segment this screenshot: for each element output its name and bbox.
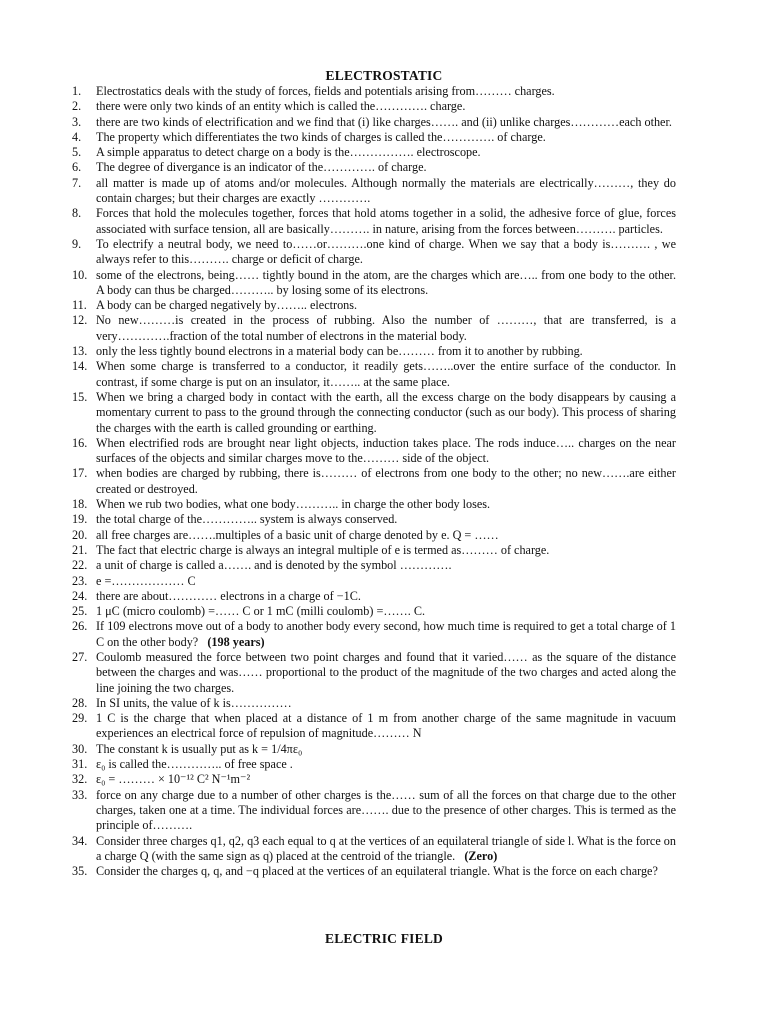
question-item: [72, 864, 676, 879]
question-item: [72, 574, 676, 589]
question-text: 1 μC (micro coulomb) =…… C or 1 mC (milli coulomb) =……. C.: [96, 604, 426, 619]
question-text: Consider three charges q1, q2, q3 each equal to q at the vertices of an equilateral triangle of side l. What is the force on a charge Q (with the same sign as q) placed at the centroid of the triangle.: [96, 833, 676, 863]
question-number: 7.: [72, 175, 82, 190]
question-item: [72, 757, 676, 772]
question-item: [72, 589, 676, 604]
question-number: 29.: [72, 711, 88, 726]
question-number: 35.: [72, 864, 88, 879]
question-number: 12.: [72, 313, 88, 328]
question-item: [72, 436, 676, 467]
question-item: [72, 84, 676, 99]
question-number: 31.: [72, 757, 88, 772]
question-number: 9.: [72, 236, 82, 251]
question-number: 16.: [72, 435, 88, 450]
question-number: 27.: [72, 649, 88, 664]
section-title-electric-field: ELECTRIC FIELD: [325, 931, 443, 946]
question-text: To electrify a neutral body, we need to……or……….one kind of charge. When we say that a body is………. , we always refer to this………. charge or deficit of charge.: [96, 236, 676, 267]
question-list: [72, 84, 676, 879]
question-item: [72, 313, 676, 344]
question-text: In SI units, the value of k is……………: [96, 695, 292, 710]
question-item: [72, 696, 676, 711]
question-text: If 109 electrons move out of a body to another body every second, how much time is required to get a total charge of 1 C on the other body?: [96, 619, 676, 649]
question-item: [72, 359, 676, 390]
question-number: 24.: [72, 588, 88, 603]
question-text: all free charges are…….multiples of a basic unit of charge denoted by e. Q = ……: [96, 527, 499, 542]
answer-text: (Zero): [464, 848, 498, 863]
question-item: [72, 344, 676, 359]
question-text: Forces that hold the molecules together, forces that hold atoms together in a solid, the adhesive force of glue, forces associated with surface tension, all are basically………. in nature, arising from the forces between………. particles.: [96, 206, 676, 236]
question-item: [72, 130, 676, 145]
question-text: all matter is made up of atoms and/or molecules. Although normally the materials are electrically………, they do contain charges; but their charges are exactly ………….: [96, 175, 676, 206]
question-item: [72, 834, 676, 865]
question-number: 15.: [72, 389, 88, 404]
question-item: [72, 466, 676, 497]
question-text: there were only two kinds of an entity which is called the…………. charge.: [96, 99, 466, 114]
question-text: A simple apparatus to detect charge on a body is the……………. electroscope.: [96, 145, 481, 160]
question-text: Electrostatics deals with the study of forces, fields and potentials arising from……… charges.: [96, 84, 555, 98]
question-number: 18.: [72, 497, 88, 512]
question-item: [72, 497, 676, 512]
question-number: 5.: [72, 145, 82, 160]
question-number: 33.: [72, 787, 88, 802]
question-item: [72, 115, 676, 130]
question-text: The degree of divergance is an indicator of the…………. of charge.: [96, 160, 427, 175]
question-text: Consider the charges q, q, and −q placed at the vertices of an equilateral triangle. What is the force on each charge?: [96, 864, 658, 879]
question-text: The fact that electric charge is always an integral multiple of e is termed as……… of charge.: [96, 542, 550, 557]
question-text: Coulomb measured the force between two point charges and found that it varied…… as the square of the distance between the charges and was…… proportional to the product of the magnitude of the two charges and acted along the line joining the two charges.: [96, 649, 676, 695]
question-text: only the less tightly bound electrons in a material body can be……… from it to another by rubbing.: [96, 344, 583, 359]
question-text: some of the electrons, being…… tightly bound in the atom, are the charges which are….. from one body to the other. A body can thus be charged……….. by losing some of its electrons.: [96, 267, 676, 297]
page-title: ELECTROSTATIC: [325, 68, 443, 83]
question-item: [72, 788, 676, 834]
question-text: the total charge of the………….. system is always conserved.: [96, 512, 398, 527]
question-item: [72, 528, 676, 543]
question-item: [72, 176, 676, 207]
answer-text: (198 years): [207, 634, 265, 649]
question-text: when bodies are charged by rubbing, there is……… of electrons from one body to the other; no new…….are either created or destroyed.: [96, 466, 676, 496]
question-item: [72, 99, 676, 114]
question-item: [72, 650, 676, 696]
question-number: 4.: [72, 129, 82, 144]
question-item: [72, 298, 676, 313]
question-number: 21.: [72, 542, 88, 557]
question-text: When we bring a charged body in contact with the earth, all the excess charge on the body disappears by causing a momentary current to pass to the ground through the connecting conductor (such as our body). This process of sharing the charges with the earth is called grounding or earthing.: [96, 389, 676, 435]
question-text: ε₀ = ……… × 10⁻¹² C² N⁻¹m⁻²: [96, 772, 251, 787]
question-item: [72, 772, 676, 787]
question-text: No new………is created in the process of rubbing. Also the number of ………, that are transferred, is a very………….fraction of the total number of electrons in the material body.: [96, 313, 676, 343]
question-number: 10.: [72, 267, 88, 282]
question-number: 2.: [72, 99, 82, 114]
question-number: 8.: [72, 206, 82, 221]
question-item: [72, 145, 676, 160]
question-number: 32.: [72, 772, 88, 787]
question-text: The constant k is usually put as k = 1/4πε₀: [96, 741, 303, 756]
question-text: 1 C is the charge that when placed at a distance of 1 m from another charge of the same magnitude in vacuum experiences an electrical force of repulsion of magnitude……… N: [96, 711, 676, 741]
question-text: The property which differentiates the two kinds of charges is called the…………. of charge.: [96, 129, 546, 144]
question-item: [72, 160, 676, 175]
question-number: 25.: [72, 604, 88, 619]
question-text: there are about………… electrons in a charge of −1C.: [96, 588, 361, 603]
question-text: there are two kinds of electrification and we find that (i) like charges……. and (ii) unlike charges…………each other.: [96, 114, 672, 129]
question-item: [72, 512, 676, 527]
question-text: A body can be charged negatively by…….. electrons.: [96, 298, 358, 313]
question-number: 17.: [72, 466, 88, 481]
question-number: 20.: [72, 527, 88, 542]
question-text: e =……………… C: [96, 573, 196, 588]
question-item: [72, 742, 676, 757]
question-number: 22.: [72, 558, 88, 573]
question-item: [72, 558, 676, 573]
question-item: [72, 711, 676, 742]
question-text: When we rub two bodies, what one body……….. in charge the other body loses.: [96, 497, 491, 512]
question-text: When electrified rods are brought near light objects, induction takes place. The rods induce….. charges on the near surfaces of the objects and similar charges move to the……… side of the object.: [96, 435, 676, 466]
question-text: a unit of charge is called a……. and is denoted by the symbol ………….: [96, 558, 452, 573]
question-number: 3.: [72, 114, 82, 129]
question-text: ε₀ is called the………….. of free space .: [96, 757, 293, 772]
question-item: [72, 237, 676, 268]
question-number: 26.: [72, 619, 88, 634]
question-item: [72, 604, 676, 619]
question-number: 28.: [72, 695, 88, 710]
question-item: [72, 268, 676, 299]
question-item: [72, 390, 676, 436]
question-number: 1.: [72, 84, 82, 98]
question-number: 13.: [72, 344, 88, 359]
question-number: 14.: [72, 359, 88, 374]
question-number: 30.: [72, 741, 88, 756]
question-number: 19.: [72, 512, 88, 527]
question-item: [72, 619, 676, 650]
question-text: When some charge is transferred to a conductor, it readily gets……..over the entire surface of the conductor. In contrast, if some charge is put on an insulator, it…….. at the same place.: [96, 359, 676, 389]
question-number: 11.: [72, 298, 87, 313]
question-text: force on any charge due to a number of other charges is the…… sum of all the forces on that charge due to the other charges, taken one at a time. The individual forces are……. due to the presence of other charges. This is termed as the principle of……….: [96, 787, 676, 833]
question-number: 6.: [72, 160, 82, 175]
question-number: 23.: [72, 573, 88, 588]
question-number: 34.: [72, 833, 88, 848]
question-item: [72, 206, 676, 237]
question-item: [72, 543, 676, 558]
